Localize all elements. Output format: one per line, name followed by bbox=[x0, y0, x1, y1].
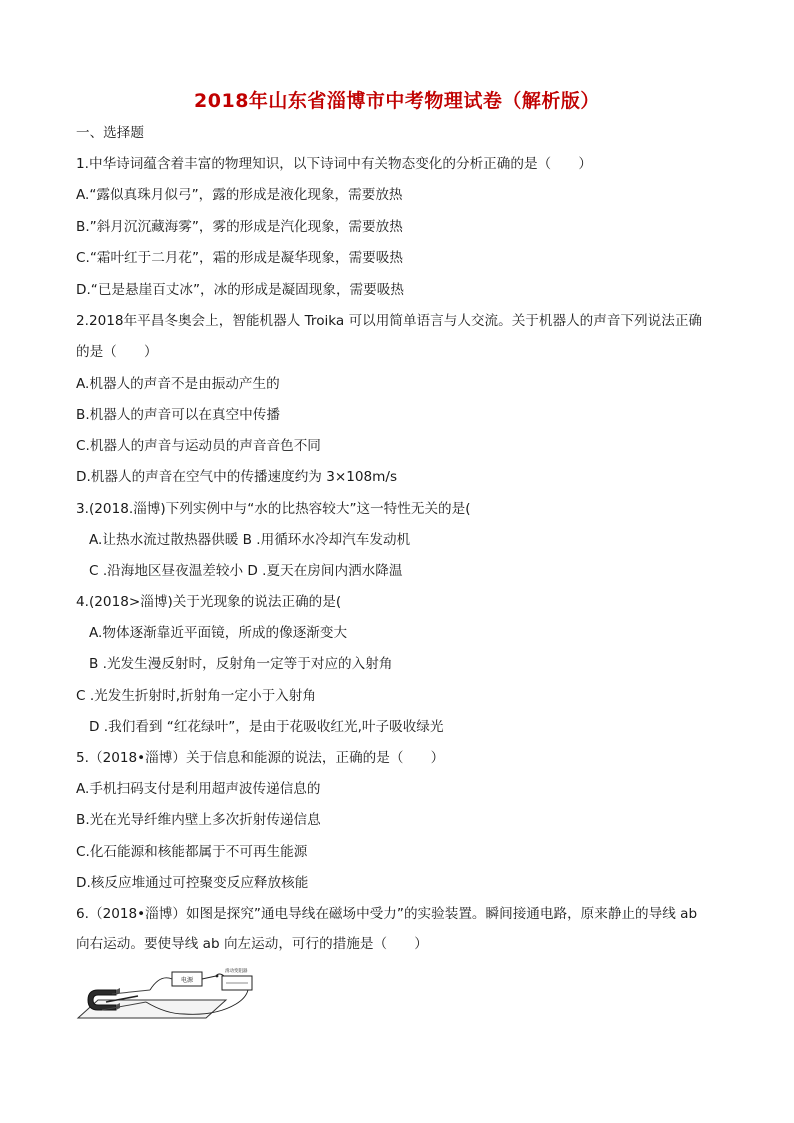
q5-option-b: B.光在光导纤维内壁上多次折射传递信息 bbox=[76, 812, 321, 828]
power-supply-label: 电源 bbox=[181, 977, 194, 984]
q5-stem: 5.（2018•淄博）关于信息和能源的说法，正确的是（ ） bbox=[76, 750, 445, 766]
q3-options-line2: C .沿海地区昼夜温差较小 D .夏天在房间内洒水降温 bbox=[89, 563, 403, 579]
q4-option-b: B .光发生漫反射时，反射角一定等于对应的入射角 bbox=[89, 656, 393, 672]
q1-option-b: B.”斜月沉沉藏海雾”，雾的形成是汽化现象，需要放热 bbox=[76, 219, 403, 235]
q1-stem: 1.中华诗词蕴含着丰富的物理知识，以下诗词中有关物态变化的分析正确的是（ ） bbox=[76, 156, 592, 172]
q1-option-c: C.“霜叶红于二月花”，霜的形成是凝华现象，需要吸热 bbox=[76, 250, 403, 266]
q6-stem-line1: 6.（2018•淄博）如图是探究”通电导线在磁场中受力”的实验装置。瞬间接通电路，原来静止的导线 ab bbox=[76, 906, 698, 922]
q2-option-c: C.机器人的声音与运动员的声音音色不同 bbox=[76, 438, 321, 454]
horseshoe-magnet bbox=[88, 988, 120, 1010]
q4-option-c: C .光发生折射时,折射角一定小于入射角 bbox=[76, 688, 316, 704]
q4-option-a: A.物体逐渐靠近平面镜，所成的像逐渐变大 bbox=[89, 625, 348, 641]
q2-option-a: A.机器人的声音不是由振动产生的 bbox=[76, 376, 280, 392]
rheostat-label: 滑动变阻器 bbox=[225, 969, 248, 974]
q4-stem: 4.(2018>淄博)关于光现象的说法正确的是( bbox=[76, 594, 342, 610]
q3-stem: 3.(2018.淄博)下列实例中与“水的比热容较大”这一特性无关的是( bbox=[76, 501, 471, 517]
section-heading: 一、选择题 bbox=[76, 125, 144, 141]
q2-stem-line2: 的是（ ） bbox=[76, 344, 158, 360]
q2-stem-line1: 2.2018年平昌冬奥会上，智能机器人 Troika 可以用简单语言与人交流。关于机器人的声音下列说法正确 bbox=[76, 313, 703, 329]
q1-option-a: A.“露似真珠月似弓”，露的形成是液化现象，需要放热 bbox=[76, 187, 403, 203]
q6-stem-line2: 向右运动。要使导线 ab 向左运动，可行的措施是（ ） bbox=[76, 936, 428, 952]
q2-option-b: B.机器人的声音可以在真空中传播 bbox=[76, 407, 280, 423]
q5-option-c: C.化石能源和核能都属于不可再生能源 bbox=[76, 844, 308, 860]
page-title: 2018年山东省淄博市中考物理试卷（解析版） bbox=[194, 90, 600, 112]
q3-options-line1: A.让热水流过散热器供暖 B .用循环水冷却汽车发动机 bbox=[89, 532, 411, 548]
q2-option-d: D.机器人的声音在空气中的传播速度约为 3×108m/s bbox=[76, 469, 398, 485]
q4-option-d: D .我们看到 “红花绿叶”，是由于花吸收红光,叶子吸收绿光 bbox=[89, 719, 444, 735]
q6-experiment-figure bbox=[76, 964, 260, 1030]
q5-option-d: D.核反应堆通过可控聚变反应释放核能 bbox=[76, 875, 309, 891]
q1-option-d: D.“已是悬崖百丈冰”，冰的形成是凝固现象，需要吸热 bbox=[76, 282, 404, 298]
q5-option-a: A.手机扫码支付是利用超声波传递信息的 bbox=[76, 781, 321, 797]
